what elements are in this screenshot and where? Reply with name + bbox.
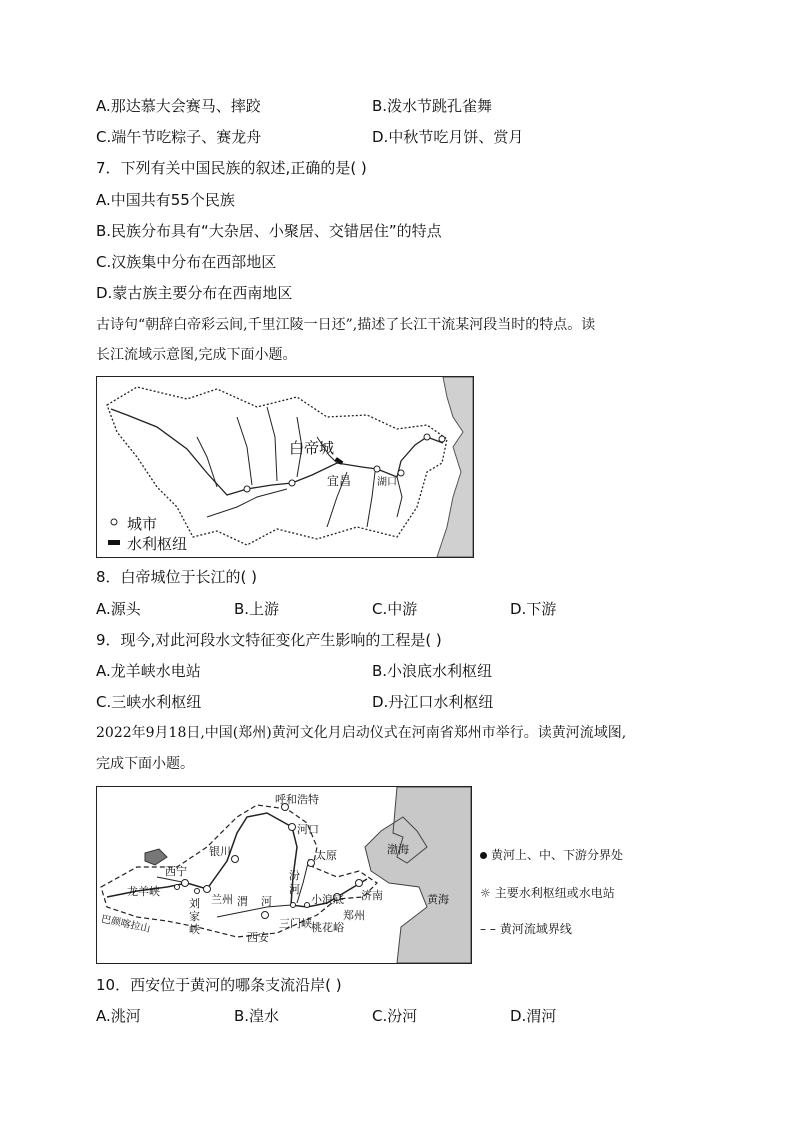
q9-stem: 9．现今,对此河段水文特征变化产生影响的工程是( )	[96, 631, 442, 649]
tributary	[397, 477, 402, 517]
intro2-line1: 2022年9月18日,中国(郑州)黄河文化月启动仪式在河南省郑州市举行。读黄河流域图,	[96, 725, 627, 741]
legend-line-label: 黄河流域界线	[499, 922, 572, 936]
sea-area	[365, 787, 471, 963]
tributary	[207, 489, 287, 517]
basin-boundary	[107, 387, 447, 545]
label-yichang: 宜昌	[327, 474, 352, 488]
qinghai-lake	[145, 849, 167, 865]
east-sea	[437, 377, 473, 557]
q9-option-b: B.小浪底水利枢纽	[372, 662, 493, 680]
legend-city-icon	[111, 519, 117, 525]
label-zhengzhou: 郑州	[343, 909, 365, 922]
label-jinan: 济南	[361, 889, 383, 902]
city-marker	[398, 470, 404, 476]
q10-option-d: D.渭河	[510, 1007, 557, 1025]
label-hukou: 湖口	[377, 477, 397, 488]
label-longyangxia: 龙羊峡	[127, 885, 160, 898]
city-yinchuan	[232, 856, 239, 863]
intro1-line1: 古诗句“朝辞白帝彩云间,千里江陵一日还”,描述了长江干流某河段当时的特点。读	[96, 317, 596, 333]
label-wei: 渭	[237, 895, 248, 908]
legend-city-label: 城市	[127, 515, 158, 533]
yangtze-basin-map	[96, 376, 474, 558]
legend-line	[480, 920, 572, 937]
legend-station-label: 主要水利枢纽或水电站	[494, 886, 615, 900]
label-yinchuan: 银川	[209, 845, 231, 858]
legend-dam-icon	[108, 540, 120, 545]
intro2-line2: 完成下面小题。	[96, 756, 194, 772]
label-lanzhou: 兰州	[211, 893, 233, 906]
city-hekou	[289, 824, 296, 831]
q7-option-b: B.民族分布具有“大杂居、小聚居、交错居住”的特点	[96, 222, 442, 240]
q10-option-b: B.湟水	[234, 1007, 280, 1025]
label-hekou: 河口	[297, 823, 319, 836]
city-marker	[439, 436, 445, 442]
basin-boundary-line	[101, 805, 377, 937]
sun-icon: ☼	[480, 886, 491, 900]
tributary	[267, 407, 277, 481]
q6-option-a: A.那达慕大会赛马、摔跤	[96, 97, 261, 115]
q8-option-d: D.下游	[510, 600, 557, 618]
label-bohai: 渤海	[387, 843, 409, 856]
q8-option-b: B.上游	[234, 600, 280, 618]
city-xining	[182, 880, 189, 887]
q6-option-b: B.泼水节跳孔雀舞	[372, 97, 493, 115]
q7-option-c: C.汉族集中分布在西部地区	[96, 253, 277, 271]
city-lanzhou	[204, 886, 211, 893]
label-liujiaxia: 刘家峡	[189, 897, 200, 936]
tributary	[367, 472, 375, 527]
station-sanmenxia	[291, 903, 296, 908]
station-longyangxia	[175, 885, 180, 890]
label-huhehaote: 呼和浩特	[275, 793, 319, 806]
q7-stem: 7．下列有关中国民族的叙述,正确的是( )	[96, 159, 367, 177]
legend-boundary-label: 黄河上、中、下游分界处	[491, 848, 624, 862]
q10-option-a: A.洮河	[96, 1007, 141, 1025]
legend-boundary-icon	[480, 852, 487, 859]
q9-option-d: D.丹江口水利枢纽	[372, 693, 494, 711]
q9-option-a: A.龙羊峡水电站	[96, 662, 201, 680]
label-wei-he: 河	[261, 895, 272, 908]
city-marker	[289, 480, 295, 486]
q7-option-a: A.中国共有55个民族	[96, 191, 235, 209]
q8-option-a: A.源头	[96, 600, 141, 618]
dashed-line-icon: – –	[480, 922, 496, 936]
label-xian: 西安	[247, 931, 269, 944]
station-liujiaxia	[195, 889, 200, 894]
legend-boundary	[480, 846, 623, 863]
q8-option-c: C.中游	[372, 600, 418, 618]
legend-dam-label: 水利枢纽	[127, 535, 188, 553]
city-jinan	[356, 880, 363, 887]
label-baidicheng: 白帝城	[289, 439, 335, 457]
city-marker	[424, 434, 430, 440]
city-taiyuan	[308, 860, 315, 867]
yellow-river-map-drawing	[97, 787, 471, 963]
label-sanmenxia: 三门峡	[279, 917, 312, 930]
yellow-river-basin-map	[96, 786, 472, 964]
tributary	[197, 437, 217, 487]
tributary	[237, 417, 252, 485]
city-marker	[374, 466, 380, 472]
city-xian	[262, 912, 269, 919]
q6-option-d: D.中秋节吃月饼、赏月	[372, 128, 524, 146]
legend-station	[480, 884, 615, 901]
label-xining: 西宁	[165, 865, 187, 878]
label-taiyuan: 太原	[315, 849, 337, 862]
station-xiaolangdi	[305, 903, 310, 908]
q10-stem: 10．西安位于黄河的哪条支流沿岸( )	[96, 976, 342, 994]
label-bayankala: 巴颜喀拉山	[99, 913, 152, 936]
label-fen-he: 河	[289, 883, 300, 896]
label-fen: 汾	[289, 869, 300, 882]
q10-option-c: C.汾河	[372, 1007, 418, 1025]
label-xiaolangdi: 小浪底	[311, 893, 344, 906]
label-huanghai: 黄海	[427, 893, 449, 906]
q6-option-c: C.端午节吃粽子、赛龙舟	[96, 128, 262, 146]
q8-stem: 8．白帝城位于长江的( )	[96, 568, 258, 586]
label-taohuayu: 桃花峪	[311, 921, 344, 934]
q9-option-c: C.三峡水利枢纽	[96, 693, 202, 711]
city-marker	[244, 486, 250, 492]
intro1-line2: 长江流域示意图,完成下面小题。	[96, 347, 297, 363]
q7-option-d: D.蒙古族主要分布在西南地区	[96, 284, 293, 302]
